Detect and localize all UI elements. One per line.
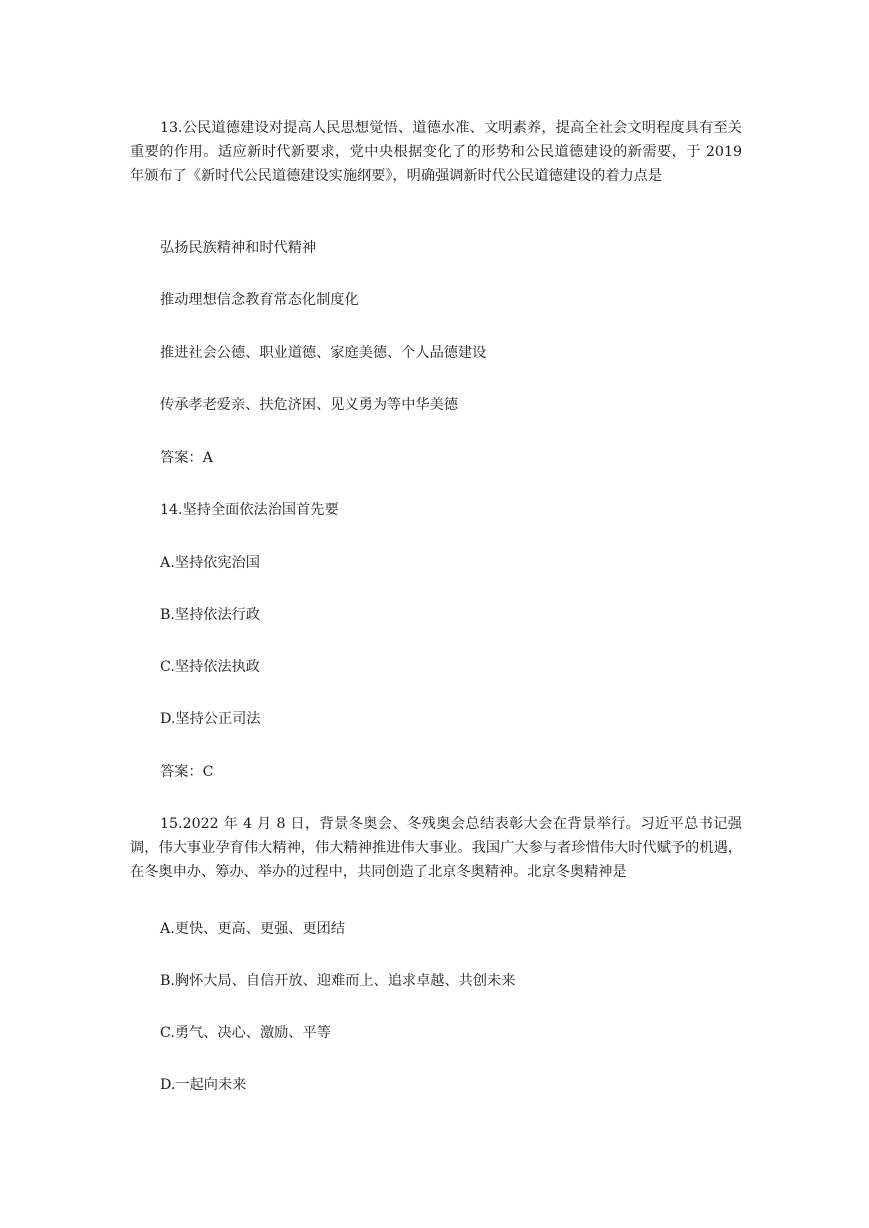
question-13-stem: 13.公民道德建设对提高人民思想觉悟、道德水准、文明素养，提高全社会文明程度具有至关重要的作用。适应新时代新要求，党中央根据变化了的形势和公民道德建设的新需要，于 2019 年颁布了《新时代公民道德建设实施纲要》，明确强调新时代公民道德建设的着力点是 (130, 120, 742, 184)
question-13-option-4: 传承孝老爱亲、扶危济困、见义勇为等中华美德 (160, 397, 458, 413)
question-13-option-2: 推动理想信念教育常态化制度化 (160, 292, 359, 308)
question-14-option-c: C.坚持依法执政 (160, 659, 260, 675)
question-14-option-b: B.坚持依法行政 (160, 607, 261, 623)
question-14-option-d: D.坚持公正司法 (160, 711, 261, 727)
question-14-answer: 答案：C (160, 764, 214, 780)
question-13-option-1: 弘扬民族精神和时代精神 (160, 240, 317, 256)
question-15-option-c: C.勇气、决心、激励、平等 (160, 1025, 331, 1041)
question-14-stem: 14.坚持全面依法治国首先要 (160, 502, 339, 518)
question-15-option-a: A.更快、更高、更强、更团结 (160, 921, 346, 937)
question-13-answer: 答案：A (160, 450, 213, 466)
question-15-stem: 15.2022 年 4 月 8 日，背景冬奥会、冬残奥会总结表彰大会在背景举行。习近平总书记强调，伟大事业孕育伟大精神，伟大精神推进伟大事业。我国广大参与者珍惜伟大时代赋予的机遇，在冬奥申办、筹办、举办的过程中，共同创造了北京冬奥精神。北京冬奥精神是 (130, 816, 742, 880)
question-15-option-d: D.一起向未来 (160, 1077, 247, 1093)
question-15-option-b: B.胸怀大局、自信开放、迎难而上、追求卓越、共创未来 (160, 973, 516, 989)
question-14-option-a: A.坚持依宪治国 (160, 555, 260, 571)
question-13-option-3: 推进社会公德、职业道德、家庭美德、个人品德建设 (160, 345, 487, 361)
